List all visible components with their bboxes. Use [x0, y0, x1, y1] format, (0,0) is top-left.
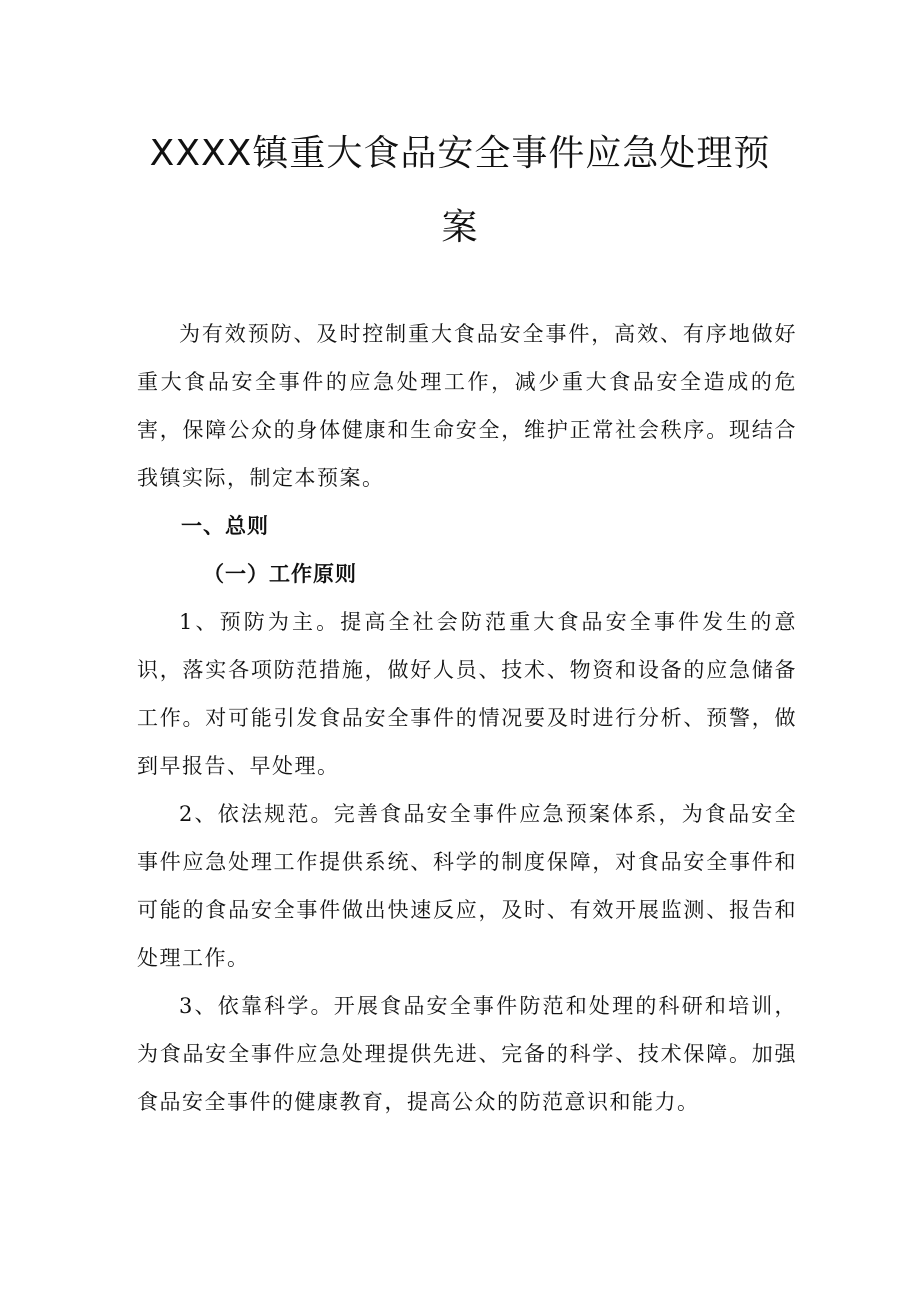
section-heading-general: 一、总则	[181, 514, 269, 538]
principle-paragraph-1: 1、预防为主。提高全社会防范重大食品安全事件发生的意识，落实各项防范措施，做好人员、技术、物资和设备的应急储备工作。对可能引发食品安全事件的情况要及时进行分析、预警，做到早报告、早处理。	[137, 610, 797, 778]
document-title-line-1: XXXX镇重大食品安全事件应急处理预	[149, 133, 771, 174]
intro-paragraph: 为有效预防、及时控制重大食品安全事件，高效、有序地做好重大食品安全事件的应急处理工作，减少重大食品安全造成的危害，保障公众的身体健康和生命安全，维护正常社会秩序。现结合我镇实际，制定本预案。	[137, 322, 797, 490]
document-body	[137, 310, 797, 1126]
principle-paragraph-2: 2、依法规范。完善食品安全事件应急预案体系，为食品安全事件应急处理工作提供系统、科学的制度保障，对食品安全事件和可能的食品安全事件做出快速反应，及时、有效开展监测、报告和处理工作。	[137, 802, 797, 970]
document-title-line-2: 案	[441, 207, 479, 248]
subsection-heading-principles: （一）工作原则	[203, 562, 357, 586]
principle-paragraph-3: 3、依靠科学。开展食品安全事件防范和处理的科研和培训，为食品安全事件应急处理提供先进、完备的科学、技术保障。加强食品安全事件的健康教育，提高公众的防范意识和能力。	[137, 994, 797, 1114]
